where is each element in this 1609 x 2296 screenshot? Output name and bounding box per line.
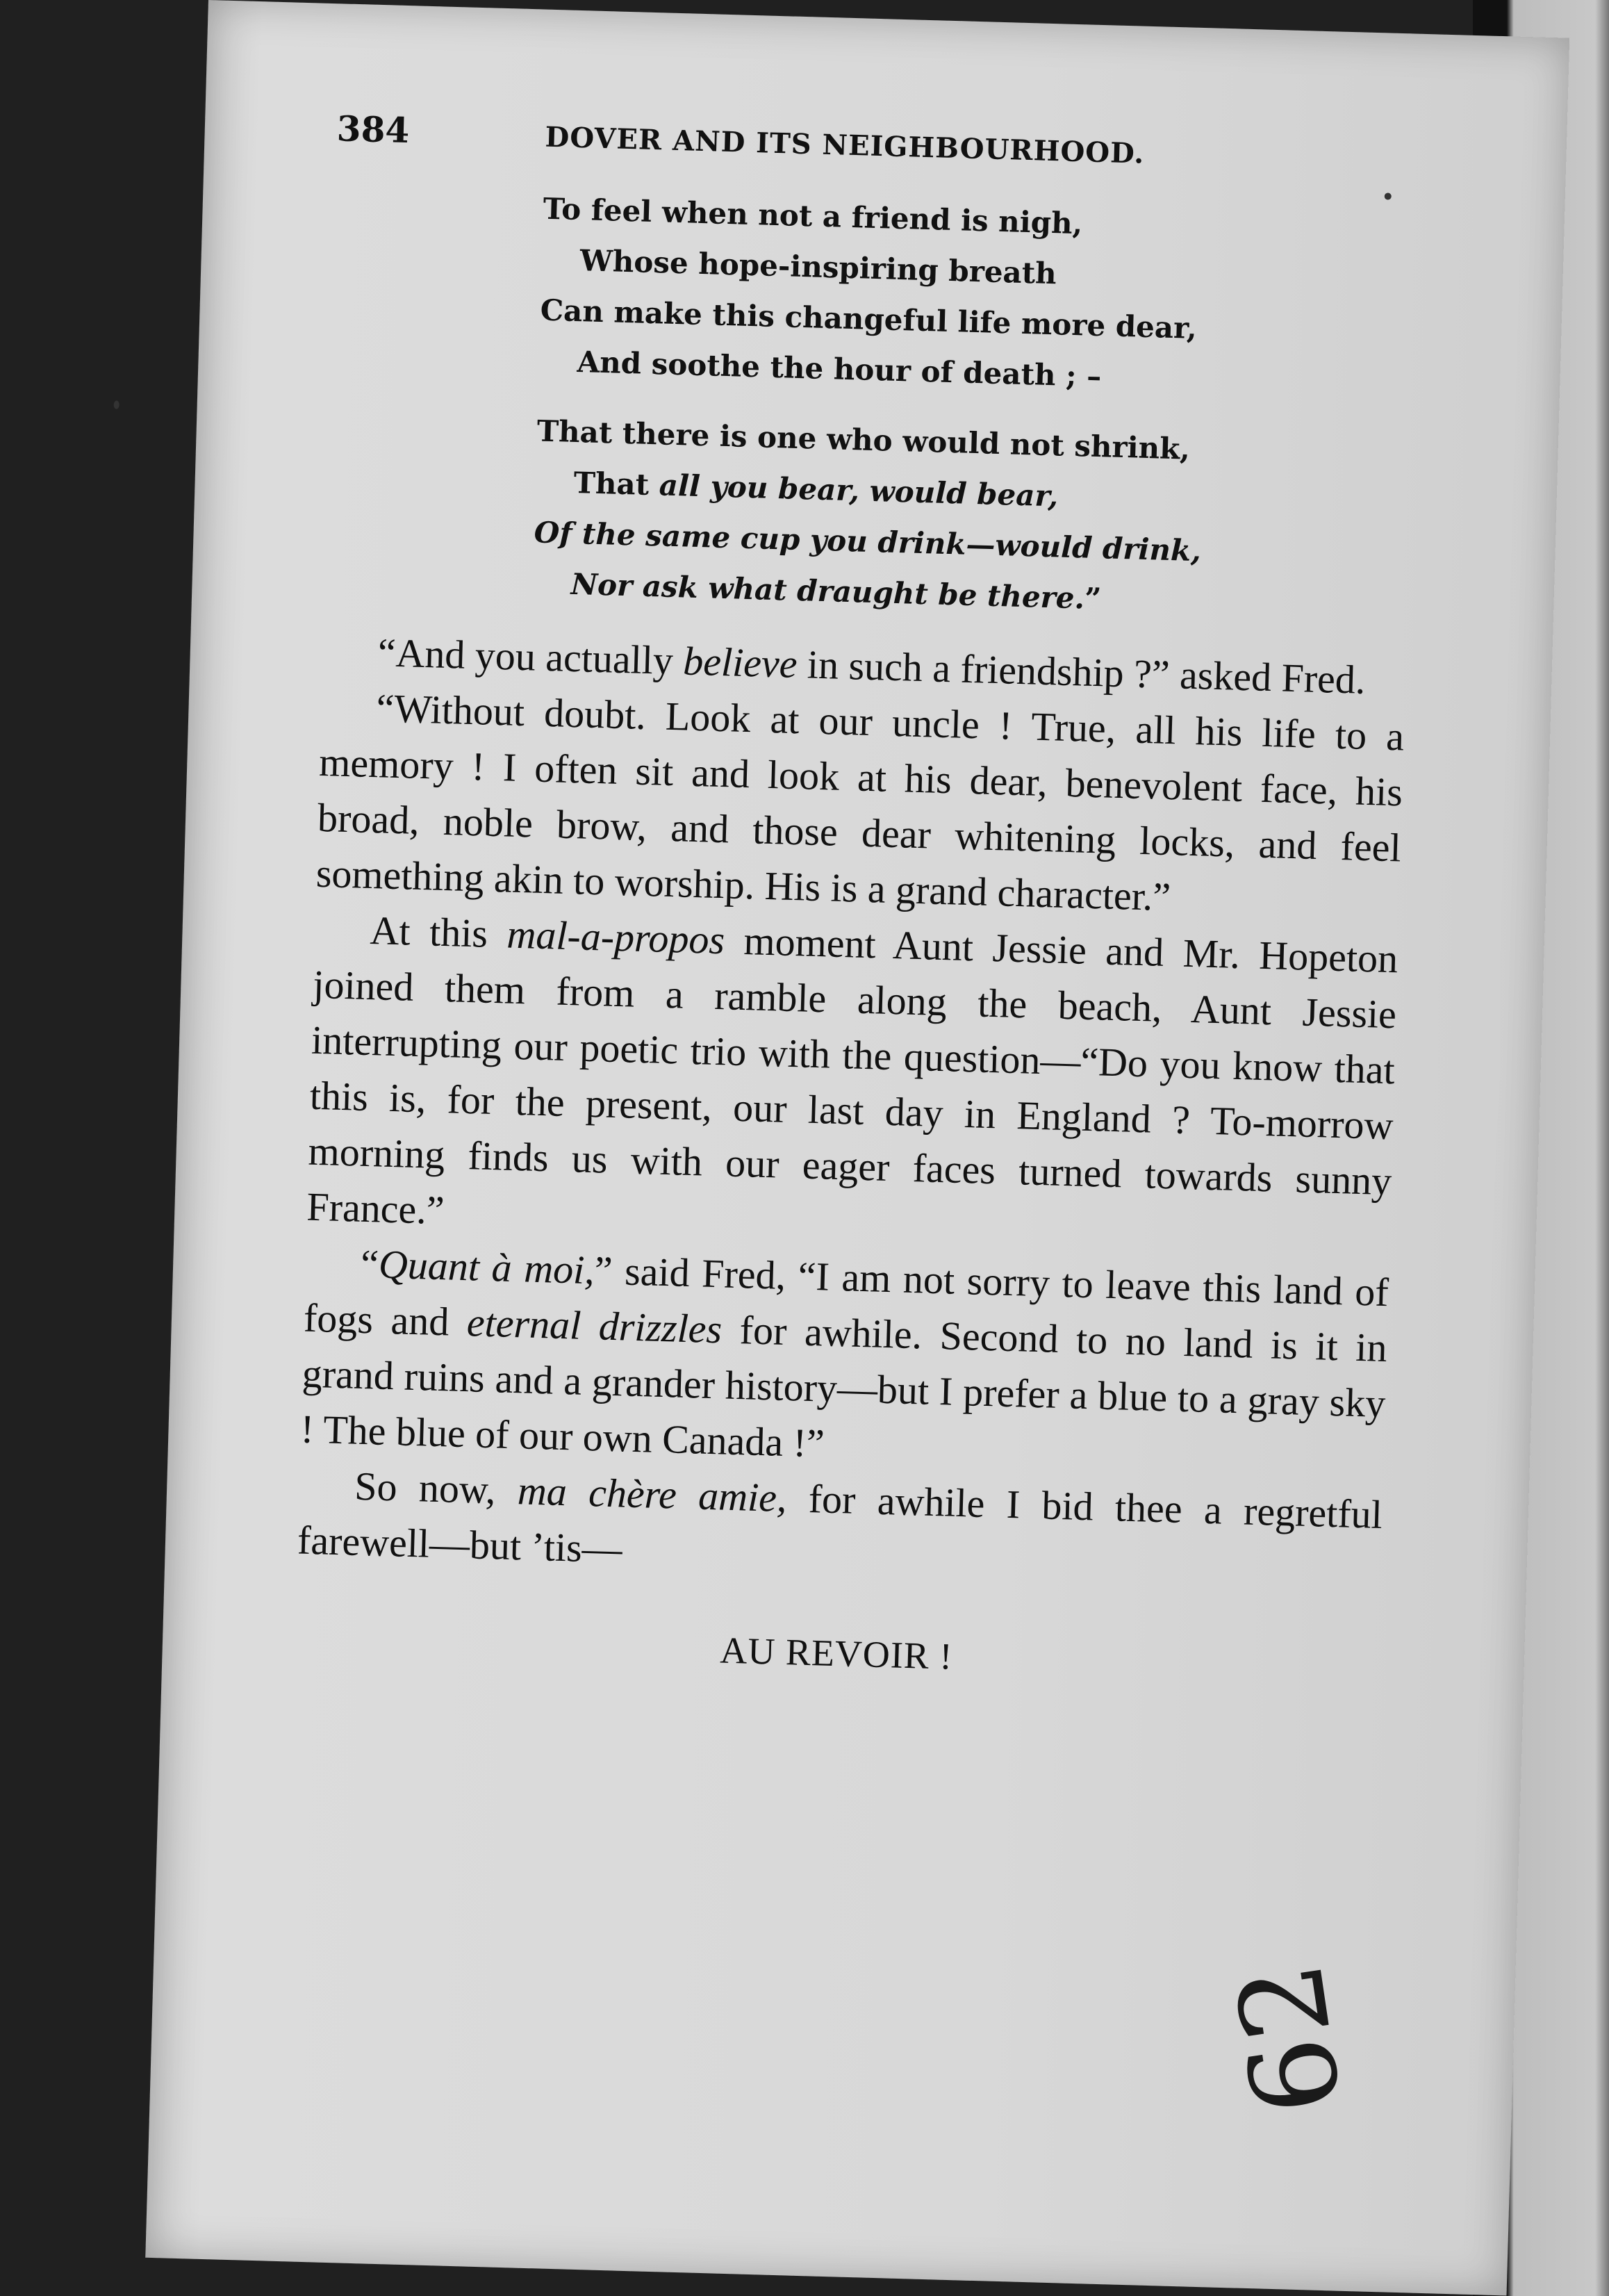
para-italic: mal-a-propos — [506, 911, 726, 963]
prose-body — [297, 623, 1406, 1598]
poem-italic-text: Of the same cup you drink—would drink, — [534, 515, 1202, 568]
running-title: DOVER AND ITS NEIGHBOURHOOD. — [545, 120, 1145, 170]
poem-text: That there is one who would not shrink, — [536, 413, 1191, 466]
poem-line: And soothe the hour of death ; – — [576, 345, 1102, 394]
para-text: ” said Fred, “I am not sorry to leave this land of fogs and — [303, 1247, 1389, 1345]
poem-stanza-2 — [532, 405, 1413, 632]
page-content — [294, 108, 1421, 1690]
para-text: “ — [360, 1240, 379, 1287]
poem-text: That — [573, 465, 660, 502]
para-text: moment Aunt Jessie and Mr. Hopeton joined them from a ramble along the beach, Aunt Jessie interrupting our poetic trio with the question—“Do you know that this is, for the present, our last day in England ? To-morrow morning finds us with our eager faces turned towards sunny France.” — [306, 917, 1399, 1233]
poem-line: Whose hope-inspiring breath — [579, 243, 1057, 291]
paragraph-3 — [306, 901, 1398, 1265]
running-head — [336, 108, 1421, 201]
ink-speck — [114, 400, 119, 409]
para-text: At this — [369, 908, 508, 957]
poem-stanza-1 — [538, 183, 1419, 411]
para-text: So now, — [354, 1463, 518, 1514]
poem-line: Can make this changeful life more dear, — [540, 293, 1198, 345]
poem-line: To feel when not a friend is nigh, — [543, 191, 1083, 241]
para-text: for awhile I bid thee a regretful farewell—but ’tis— — [297, 1475, 1383, 1572]
para-text: for awhile. Second to no land is it in grand ruins and a grander history—but I prefer a blue to a gray sky ! The blue of our own Canada !” — [299, 1306, 1388, 1466]
poem-italic-text: all you bear, would bear, — [659, 468, 1059, 514]
para-text: in such a friendship ?” asked Fred. — [796, 641, 1367, 703]
paragraph-4 — [300, 1235, 1389, 1487]
book-page — [145, 0, 1569, 2295]
poem-italic-text: Nor ask what draught be there. — [570, 566, 1085, 616]
handwritten-margin-number: 62 — [1211, 1954, 1369, 2124]
para-italic: ma chère amie, — [517, 1468, 788, 1521]
poem-text: ” — [1084, 581, 1102, 616]
poem-block — [532, 183, 1419, 633]
page-number: 384 — [336, 108, 411, 151]
paragraph-2: “Without doubt. Look at our uncle ! True, all his life to a memory ! I often sit and look at his dear, benevolent face, his broad, noble brow, and those dear whitening locks, and feel something akin to worship. His is a grand character.” — [315, 685, 1405, 920]
para-italic: believe — [682, 638, 798, 687]
para-text: “And you actually — [377, 630, 684, 684]
para-italic: eternal drizzles — [466, 1299, 723, 1352]
para-italic: Quant à moi, — [378, 1241, 595, 1293]
closing-heading: AU REVOIR ! — [719, 1629, 954, 1678]
